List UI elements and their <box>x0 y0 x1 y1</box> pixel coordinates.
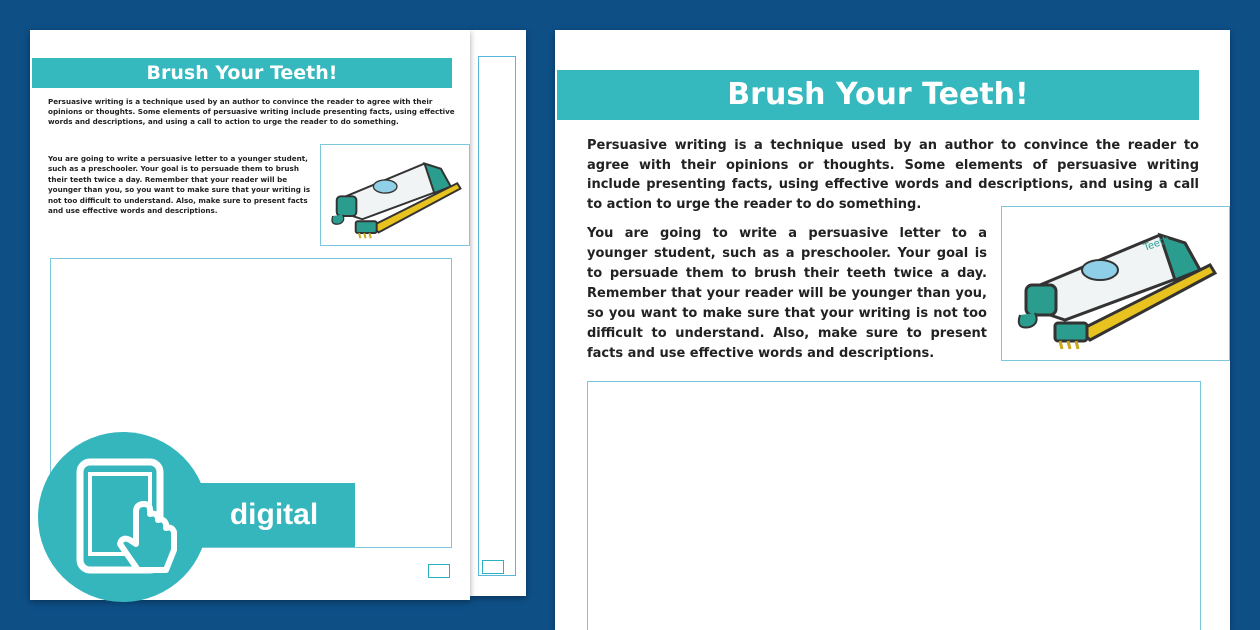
page-title: Brush Your Teeth! <box>32 58 452 88</box>
illustration-box <box>320 144 470 246</box>
back-page <box>470 30 526 596</box>
writing-area-large[interactable] <box>587 381 1201 630</box>
intro-paragraph: Persuasive writing is a technique used by an author to convince the reader to agree with their opinions or thoughts. Some elements of persuasive writing include presenting facts, using effective words and descriptions, and using a call to action to urge the reader to do something. <box>48 97 455 126</box>
worksheet-page[interactable] <box>555 30 1230 630</box>
intro-paragraph-large: Persuasive writing is a technique used by an author to convince the reader to agree with their opinions or thoughts. Some elements of persuasive writing include presenting facts, using effective words and descriptions, and using a call to action to urge the reader to do something. <box>587 138 1199 212</box>
digital-badge <box>38 432 368 602</box>
back-page-logo-icon <box>482 560 504 574</box>
illustration-box-large <box>1001 206 1230 361</box>
publisher-logo-icon <box>428 564 450 578</box>
task-paragraph-large: You are going to write a persuasive letter to a younger student, such as a preschooler. Your goal is to persuade them to brush their teeth twice a day. Remember that your reader will be younger than you, so you want to make sure that your writing is not too difficult to understand. Also, make sure to present facts and use effective words and descriptions. <box>587 226 987 361</box>
page-title-large: Brush Your Teeth! <box>557 70 1199 120</box>
toothpaste-and-toothbrush-icon-large <box>1002 207 1231 362</box>
toothpaste-and-toothbrush-icon <box>321 145 471 247</box>
back-page-border <box>478 56 516 576</box>
task-paragraph: You are going to write a persuasive letter to a younger student, such as a preschooler. Your goal is to persuade them to brush their teeth twice a day. Remember that your reader will be younger than you, so you want to make sure that your writing is not too difficult to understand. Also, make sure to present facts and use effective words and descriptions. <box>48 154 311 216</box>
digital-label: digital <box>193 483 355 547</box>
tablet-touch-icon <box>38 432 208 602</box>
tube-label: Teeth <box>1142 234 1172 254</box>
